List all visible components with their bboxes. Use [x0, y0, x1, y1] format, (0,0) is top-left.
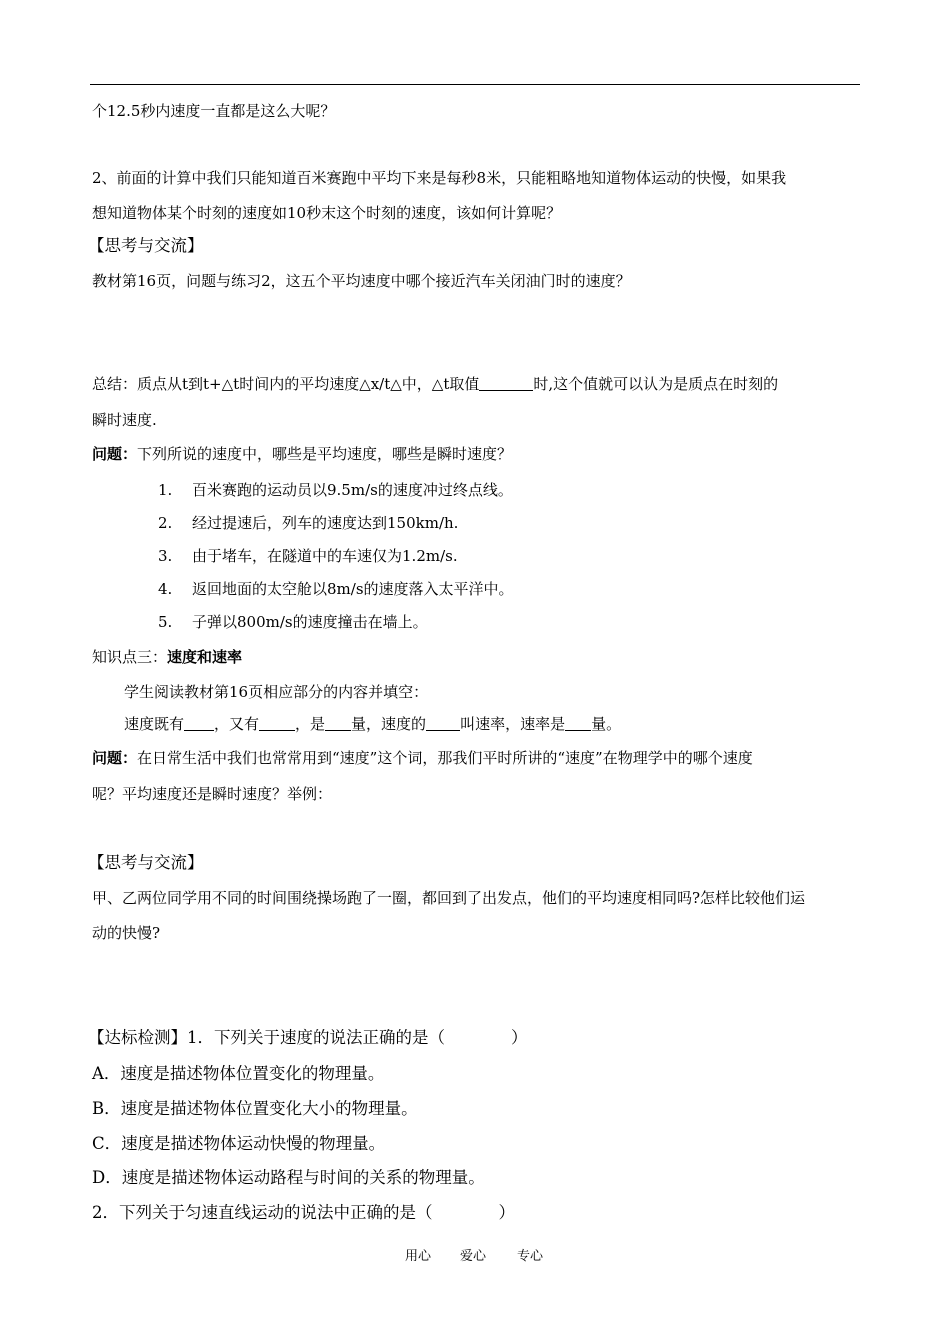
- list-number: 4.: [158, 580, 173, 598]
- option-a: A．速度是描述物体位置变化的物理量。: [92, 1064, 385, 1083]
- text-line: 动的快慢?: [92, 924, 161, 942]
- option-c: C．速度是描述物体运动快慢的物理量。: [92, 1134, 386, 1153]
- test-heading: 【达标检测】1．下列关于速度的说法正确的是（ ）: [88, 1028, 528, 1047]
- header-rule: [90, 84, 860, 85]
- footer-text: 爱心: [460, 1249, 487, 1264]
- list-item: 百米赛跑的运动员以9.5m/s的速度冲过终点线。: [192, 481, 513, 499]
- list-number: 5.: [158, 613, 173, 631]
- option-b: B．速度是描述物体位置变化大小的物理量。: [92, 1099, 418, 1118]
- list-number: 2.: [158, 514, 173, 532]
- summary-line: 总结：质点从t到t+△t时间内的平均速度△x/t△中，△t取值 时,这个值就可以认为是质点在时刻的: [92, 375, 779, 393]
- text-line: 呢？平均速度还是瞬时速度？举例：: [92, 785, 333, 803]
- fill-blank[interactable]: [426, 715, 460, 731]
- section-heading: 【思考与交流】: [88, 236, 204, 255]
- list-item: 返回地面的太空舱以8m/s的速度落入太平洋中。: [192, 580, 514, 598]
- text-line: 想知道物体某个时刻的速度如10秒末这个时刻的速度，该如何计算呢？: [92, 204, 562, 222]
- list-number: 1.: [158, 481, 173, 499]
- fill-blank[interactable]: [325, 715, 351, 731]
- knowledge-point-heading: 知识点三：速度和速率: [92, 648, 243, 666]
- fill-blank[interactable]: [565, 715, 591, 731]
- footer-text: 专心: [517, 1249, 544, 1264]
- list-number: 3.: [158, 547, 173, 565]
- list-item: 经过提速后，列车的速度达到150km/h.: [192, 514, 459, 532]
- option-d: D．速度是描述物体运动路程与时间的关系的物理量。: [92, 1168, 485, 1187]
- list-item: 子弹以800m/s的速度撞击在墙上。: [192, 613, 428, 631]
- text-line: 2、前面的计算中我们只能知道百米赛跑中平均下来是每秒8米，只能粗略地知道物体运动的快慢，如果我: [92, 169, 787, 187]
- question-line: 2．下列关于匀速直线运动的说法中正确的是（ ）: [92, 1203, 515, 1222]
- text-line: 教材第16页，问题与练习2，这五个平均速度中哪个接近汽车关闭油门时的速度？: [92, 272, 631, 290]
- list-item: 由于堵车，在隧道中的车速仅为1.2m/s.: [192, 547, 458, 565]
- text-line: 甲、乙两位同学用不同的时间围绕操场跑了一圈，都回到了出发点，他们的平均速度相同吗?怎样比较他们运: [92, 889, 806, 907]
- section-heading: 【思考与交流】: [88, 853, 204, 872]
- fill-line: 速度既有 ，又有 ，是 量，速度的 叫速率，速率是 量。: [124, 715, 622, 733]
- text-line: 个12.5秒内速度一直都是这么大呢？: [92, 102, 336, 120]
- question-label: 问题：: [92, 749, 138, 767]
- fill-blank[interactable]: [479, 375, 533, 391]
- text-line: 瞬时速度.: [92, 411, 157, 429]
- question-line: 问题：在日常生活中我们也常常用到“速度”这个词，那我们平时所讲的“速度”在物理学中的哪个速度: [92, 749, 753, 767]
- fill-blank[interactable]: [184, 715, 214, 731]
- question-label: 问题：: [92, 445, 138, 463]
- text-line: 学生阅读教材第16页相应部分的内容并填空：: [124, 683, 429, 701]
- question-line: 问题：下列所说的速度中，哪些是平均速度，哪些是瞬时速度？: [92, 445, 513, 463]
- fill-blank[interactable]: [259, 715, 295, 731]
- footer-text: 用心: [405, 1249, 432, 1264]
